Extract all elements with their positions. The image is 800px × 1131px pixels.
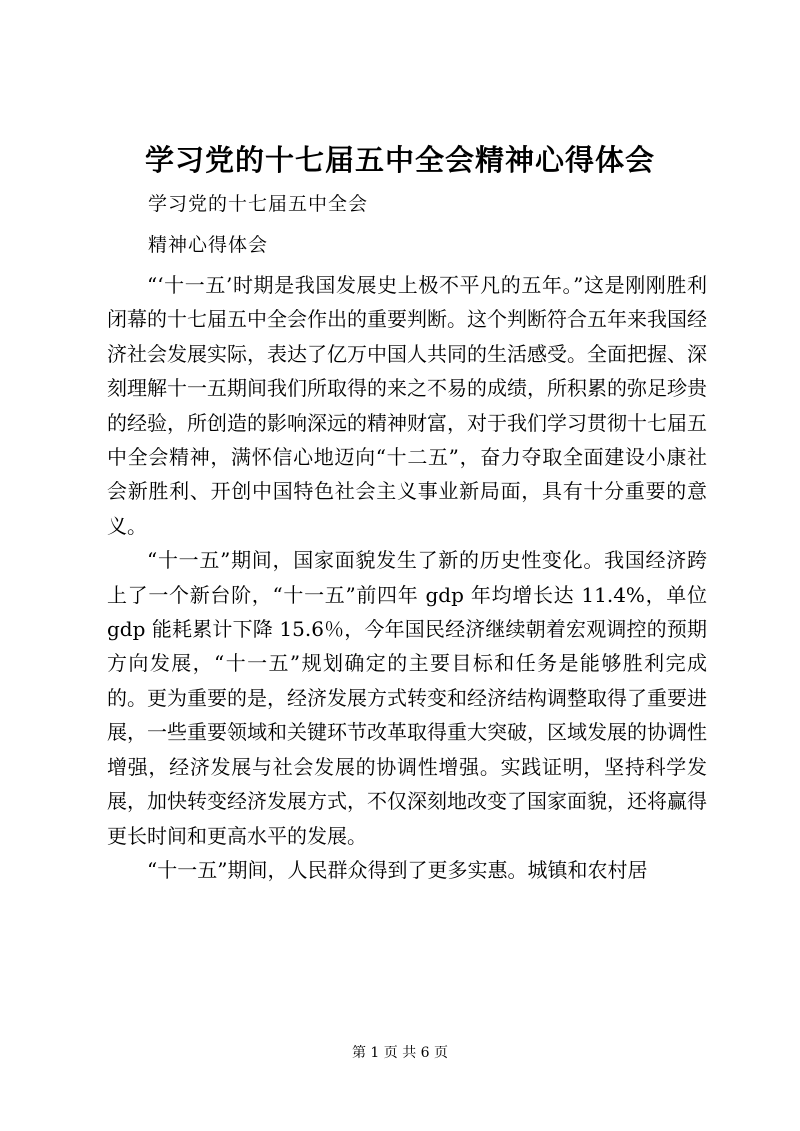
- paragraph-3: “十一五”期间，人民群众得到了更多实惠。城镇和农村居: [147, 857, 648, 882]
- paragraph-1: “‘十一五’时期是我国发展史上极不平凡的五年。”这是刚刚胜利闭幕的十七届五中全会作出的重要判断。这个判断符合五年来我国经济社会发展实际，表达了亿万中国人共同的生活感受。全面把握、深刻理解十一五期间我们所取得的来之不易的成绩，所积累的弥足珍贵的经验，所创造的影响深远的精神财富，对于我们学习贯彻十七届五中全会精神，满怀信心地迈向“十二五”，奋力夺取全面建设小康社会新胜利、开创中国特色社会主义事业新局面，具有十分重要的意义。: [107, 273, 707, 538]
- subtitle-line-1: 学习党的十七届五中全会: [148, 193, 369, 215]
- paragraph-2: “十一五”期间，国家面貌发生了新的历史性变化。我国经济跨上了一个新台阶，“十一五”前四年 gdp 年均增长达 11.4%，单位 gdp 能耗累计下降 15.6％，今年国民经济继续朝着宏观调控的预期方向发展，“十一五”规划确定的主要目标和任务是能够胜利完成的。更为重要的是，经济发展方式转变和经济结构调整取得了重要进展，一些重要领域和关键环节改革取得重大突破，区域发展的协调性增强，经济发展与社会发展的协调性增强。实践证明，坚持科学发展，加快转变经济发展方式，不仅深刻地改变了国家面貌，还将赢得更长时间和更高水平的发展。: [107, 548, 707, 848]
- subtitle-line-2: 精神心得体会: [148, 234, 269, 256]
- page-number-footer: 第 1 页 共 6 页: [351, 1045, 449, 1061]
- document-body: [107, 268, 707, 887]
- document-title: 学习党的十七届五中全会精神心得体会: [144, 143, 655, 177]
